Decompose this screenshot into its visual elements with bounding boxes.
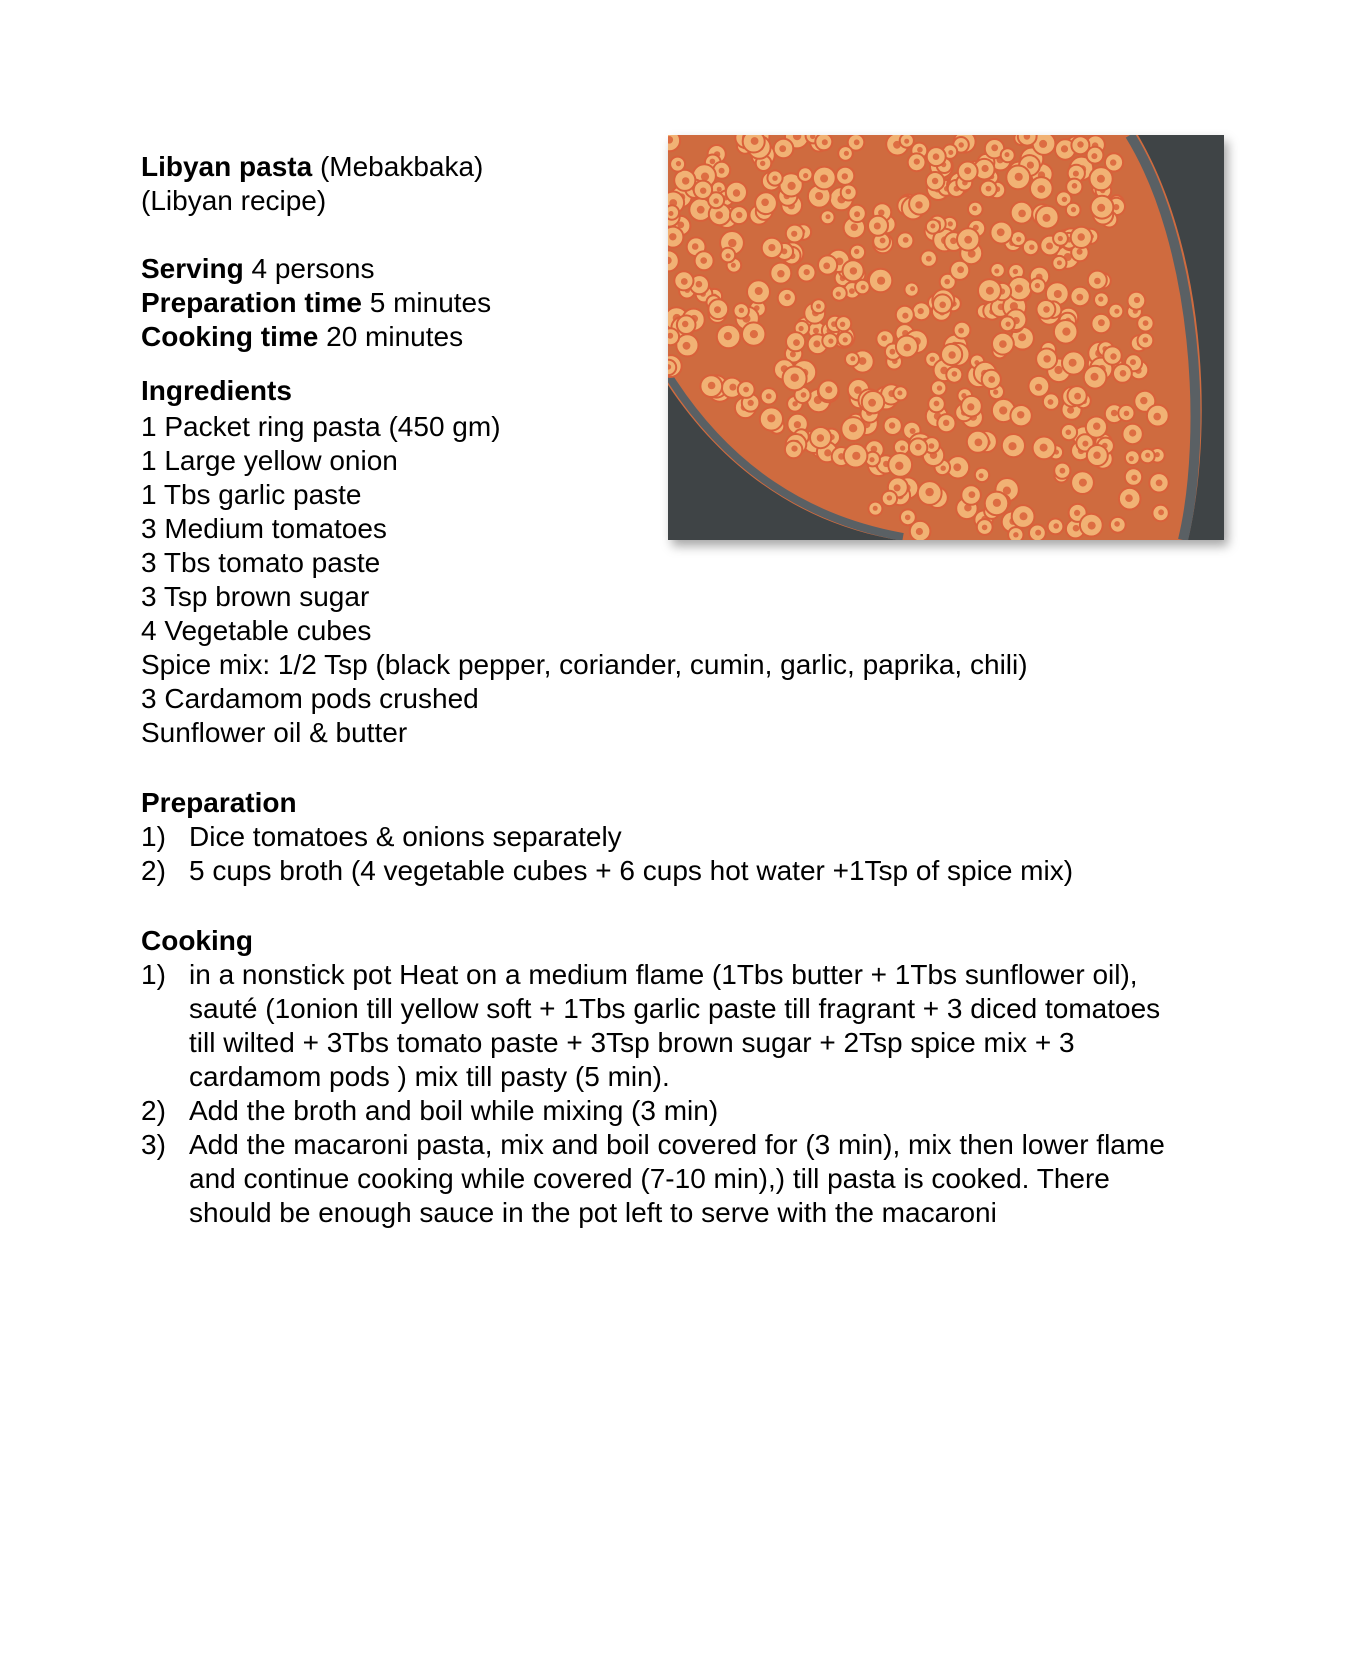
step-number: 1) (141, 959, 166, 990)
cooking-step (141, 1094, 1189, 1128)
step-text: Add the macaroni pasta, mix and boil covered for (3 min), mix then lower flame and continue cooking while covered (7-10 min),) till pasta is cooked. There should be enough sauce in the pot left to serve with the macaroni (189, 1129, 1165, 1228)
cooking-step (141, 958, 1189, 1094)
recipe-document (141, 150, 1221, 1230)
serving-line (141, 252, 1221, 286)
cook-time-value: 20 minutes (326, 321, 464, 352)
ingredients-heading (141, 374, 1221, 408)
ingredient-item: 1 Large yellow onion (141, 445, 398, 476)
step-text: Dice tomatoes & onions separately (189, 821, 622, 852)
prep-time-line (141, 286, 1221, 320)
ingredients-heading-text: Ingredients (141, 375, 292, 406)
serving-value: 4 persons (251, 253, 375, 284)
recipe-title (141, 150, 1221, 184)
ingredient-item: 1 Packet ring pasta (450 gm) (141, 411, 501, 442)
ingredient-item: 3 Tsp brown sugar (141, 581, 370, 612)
ingredient-item: 1 Tbs garlic paste (141, 479, 362, 510)
step-number: 2) (141, 1095, 166, 1126)
prep-time-label: Preparation time (141, 287, 362, 318)
recipe-origin: (Libyan recipe) (141, 185, 327, 216)
cooking-steps (141, 958, 1221, 1230)
ingredient-item: 3 Medium tomatoes (141, 513, 387, 544)
step-number: 1) (141, 821, 166, 852)
preparation-heading (141, 786, 1221, 820)
ingredient-item: Spice mix: 1/2 Tsp (black pepper, coriander, cumin, garlic, paprika, chili) (141, 649, 1028, 680)
step-text: 5 cups broth (4 vegetable cubes + 6 cups hot water +1Tsp of spice mix) (189, 855, 1074, 886)
serving-label: Serving (141, 253, 244, 284)
recipe-alt-name: (Mebakbaka) (319, 151, 484, 182)
ingredient-item: 3 Tbs tomato paste (141, 547, 381, 578)
ingredient-item: 4 Vegetable cubes (141, 615, 372, 646)
step-number: 2) (141, 855, 166, 886)
cooking-heading (141, 924, 1221, 958)
preparation-heading-text: Preparation (141, 787, 297, 818)
step-text: in a nonstick pot Heat on a medium flame (1Tbs butter + 1Tbs sunflower oil), sauté (1onion till yellow soft + 1Tbs garlic paste till fragrant + 3 diced tomatoes till wilted + 3Tbs tomato paste + 3Tsp brown sugar + 2Tsp spice mix + 3 cardamom pods ) mix till pasty (5 min). (189, 959, 1161, 1092)
cook-time-label: Cooking time (141, 321, 319, 352)
step-number: 3) (141, 1129, 166, 1160)
recipe-name: Libyan pasta (141, 151, 313, 182)
preparation-step (141, 854, 1189, 888)
cooking-heading-text: Cooking (141, 925, 253, 956)
prep-time-value: 5 minutes (369, 287, 492, 318)
cook-time-line (141, 320, 1221, 354)
preparation-steps (141, 820, 1221, 888)
ingredient-item: 3 Cardamom pods crushed (141, 683, 479, 714)
ingredients-list (141, 410, 1221, 750)
ingredient-item: Sunflower oil & butter (141, 717, 408, 748)
cooking-step (141, 1128, 1189, 1230)
preparation-step (141, 820, 1189, 854)
step-text: Add the broth and boil while mixing (3 min) (189, 1095, 719, 1126)
